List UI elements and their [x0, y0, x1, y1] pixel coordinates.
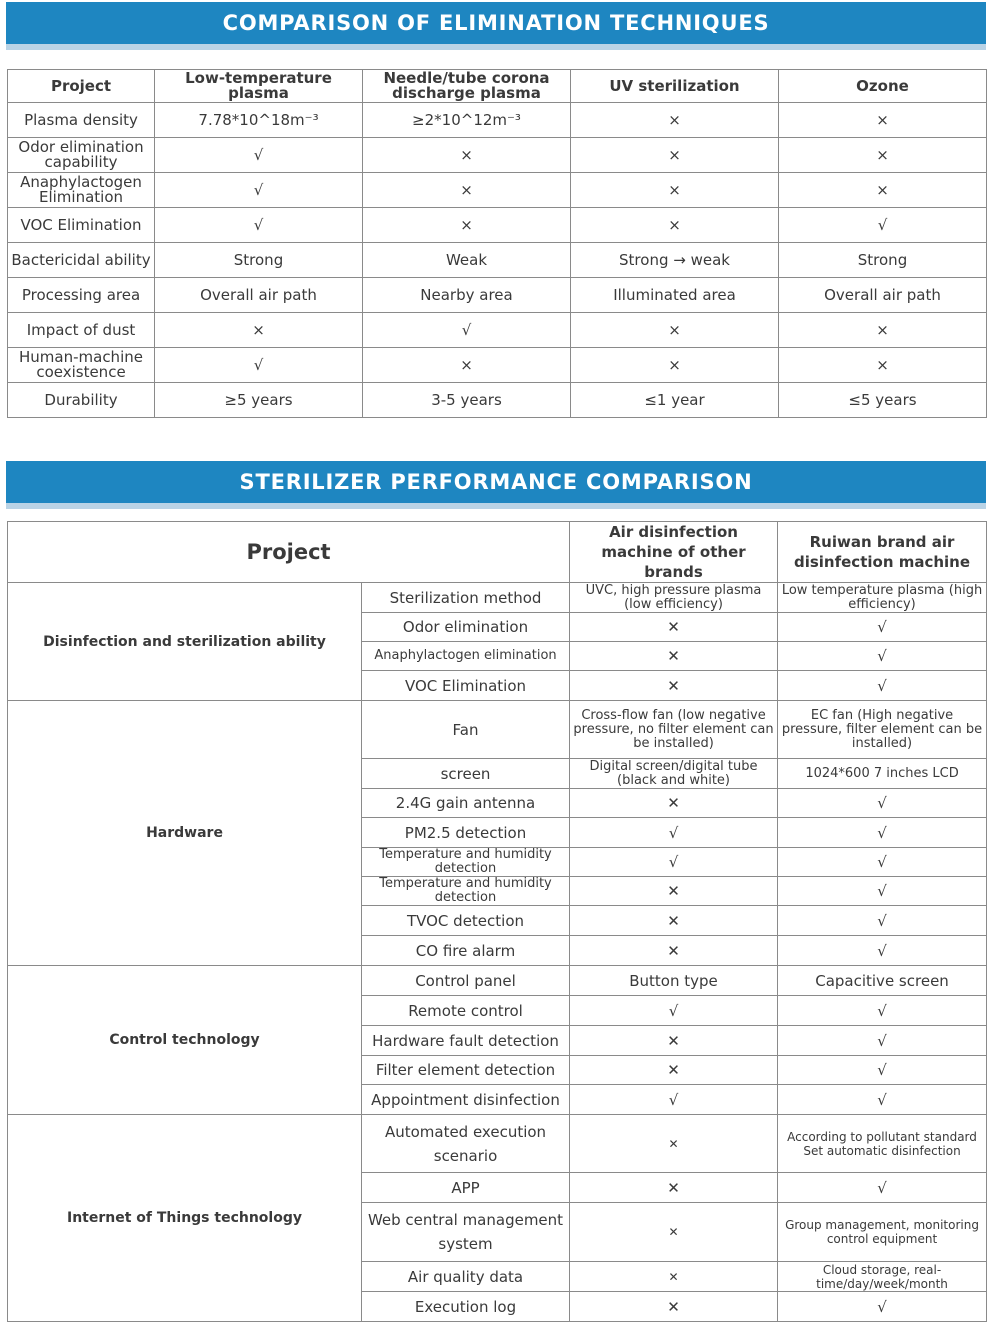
table-row [8, 138, 987, 173]
cell-ruiwan-brand: √ [778, 1056, 987, 1085]
table-row [8, 1115, 987, 1173]
cell-ruiwan-brand: √ [778, 936, 987, 966]
cell-plasma-density-corona-plasma: ≥2*10^12m⁻³ [363, 103, 571, 138]
cell-voc-elimination-ozone: √ [779, 208, 987, 243]
cell-durability-corona-plasma: 3-5 years [363, 383, 571, 418]
cell-human-machine-coexistence-corona-plasma: × [363, 348, 571, 383]
cell-ruiwan-brand: √ [778, 671, 987, 701]
cell-plasma-density-uv: × [571, 103, 779, 138]
feature-label: Temperature and humidity detection [362, 848, 570, 877]
cell-bactericidal-ability-uv: Strong → weak [571, 243, 779, 278]
cell-other-brands: √ [570, 848, 778, 877]
feature-label: Anaphylactogen elimination [362, 642, 570, 671]
performance-comparison-table [7, 521, 987, 1322]
cell-plasma-density-low-temp-plasma: 7.78*10^18m⁻³ [155, 103, 363, 138]
cell-other-brands: Digital screen/digital tube (black and white) [570, 759, 778, 789]
cell-other-brands: ✕ [570, 877, 778, 906]
cell-other-brands: ✕ [570, 671, 778, 701]
feature-label: CO fire alarm [362, 936, 570, 966]
cell-ruiwan-brand: EC fan (High negative pressure, filter element can be installed) [778, 701, 987, 759]
cell-ruiwan-brand: √ [778, 1026, 987, 1056]
table-header-row [8, 522, 987, 583]
cell-human-machine-coexistence-low-temp-plasma: √ [155, 348, 363, 383]
feature-label: Odor elimination [362, 613, 570, 642]
cell-impact-of-dust-low-temp-plasma: × [155, 313, 363, 348]
cell-durability-low-temp-plasma: ≥5 years [155, 383, 363, 418]
cell-other-brands: ✕ [570, 1026, 778, 1056]
feature-label: Remote control [362, 996, 570, 1026]
row-label-plasma-density: Plasma density [8, 103, 155, 138]
cell-ruiwan-brand: Capacitive screen [778, 966, 987, 996]
cell-voc-elimination-corona-plasma: × [363, 208, 571, 243]
cell-ruiwan-brand: √ [778, 613, 987, 642]
cell-ruiwan-brand: √ [778, 848, 987, 877]
cell-ruiwan-brand: √ [778, 642, 987, 671]
cell-other-brands: ✕ [570, 936, 778, 966]
cell-ruiwan-brand: √ [778, 906, 987, 936]
category-label: Hardware [8, 701, 362, 966]
cell-processing-area-ozone: Overall air path [779, 278, 987, 313]
feature-label: Web central management system [362, 1203, 570, 1262]
feature-label: Air quality data [362, 1262, 570, 1292]
table-row [8, 313, 987, 348]
cell-other-brands: ✕ [570, 906, 778, 936]
header-ruiwan-brand: Ruiwan brand air disinfection machine [778, 522, 987, 583]
row-label-impact-of-dust: Impact of dust [8, 313, 155, 348]
table-row [8, 103, 987, 138]
cell-ruiwan-brand: Low temperature plasma (high efficiency) [778, 583, 987, 613]
category-label: Internet of Things technology [8, 1115, 362, 1322]
cell-anaphylactogen-low-temp-plasma: √ [155, 173, 363, 208]
feature-label: Temperature and humidity detection [362, 877, 570, 906]
elimination-table-body [8, 103, 987, 418]
cell-ruiwan-brand: √ [778, 1085, 987, 1115]
cell-ruiwan-brand: √ [778, 996, 987, 1026]
cell-other-brands: ✕ [570, 789, 778, 818]
table-row [8, 208, 987, 243]
cell-bactericidal-ability-low-temp-plasma: Strong [155, 243, 363, 278]
cell-ruiwan-brand: √ [778, 818, 987, 848]
cell-impact-of-dust-corona-plasma: √ [363, 313, 571, 348]
header-project: Project [8, 70, 155, 103]
feature-label: PM2.5 detection [362, 818, 570, 848]
category-label: Control technology [8, 966, 362, 1115]
feature-label: Sterilization method [362, 583, 570, 613]
row-label-processing-area: Processing area [8, 278, 155, 313]
cell-other-brands: √ [570, 996, 778, 1026]
cell-odor-elimination-ozone: × [779, 138, 987, 173]
feature-label: Filter element detection [362, 1056, 570, 1085]
cell-other-brands: ✕ [570, 1056, 778, 1085]
cell-human-machine-coexistence-uv: × [571, 348, 779, 383]
cell-other-brands: ✕ [570, 642, 778, 671]
section-title-elimination: COMPARISON OF ELIMINATION TECHNIQUES [6, 2, 986, 50]
feature-label: VOC Elimination [362, 671, 570, 701]
table-row [8, 966, 987, 996]
cell-other-brands: ✕ [570, 1262, 778, 1292]
cell-anaphylactogen-ozone: × [779, 173, 987, 208]
cell-ruiwan-brand: According to pollutant standard Set automatic disinfection [778, 1115, 987, 1173]
cell-processing-area-low-temp-plasma: Overall air path [155, 278, 363, 313]
cell-other-brands: Button type [570, 966, 778, 996]
category-label: Disinfection and sterilization ability [8, 583, 362, 701]
cell-ruiwan-brand: Group management, monitoring control equipment [778, 1203, 987, 1262]
feature-label: APP [362, 1173, 570, 1203]
cell-ruiwan-brand: √ [778, 1292, 987, 1322]
header-uv-sterilization: UV sterilization [571, 70, 779, 103]
row-label-voc-elimination: VOC Elimination [8, 208, 155, 243]
feature-label: TVOC detection [362, 906, 570, 936]
cell-voc-elimination-uv: × [571, 208, 779, 243]
table-row [8, 583, 987, 613]
table-row [8, 383, 987, 418]
header-other-brands: Air disinfection machine of other brands [570, 522, 778, 583]
feature-label: screen [362, 759, 570, 789]
table-row [8, 701, 987, 759]
row-label-bactericidal-ability: Bactericidal ability [8, 243, 155, 278]
feature-label: Hardware fault detection [362, 1026, 570, 1056]
cell-other-brands: ✕ [570, 1203, 778, 1262]
cell-ruiwan-brand: √ [778, 877, 987, 906]
table-row [8, 348, 987, 383]
cell-processing-area-uv: Illuminated area [571, 278, 779, 313]
cell-durability-ozone: ≤5 years [779, 383, 987, 418]
feature-label: Automated execution scenario [362, 1115, 570, 1173]
elimination-techniques-table [7, 69, 987, 418]
feature-label: 2.4G gain antenna [362, 789, 570, 818]
performance-table-body [8, 583, 987, 1322]
cell-human-machine-coexistence-ozone: × [779, 348, 987, 383]
table-row [8, 173, 987, 208]
cell-ruiwan-brand: √ [778, 789, 987, 818]
cell-plasma-density-ozone: × [779, 103, 987, 138]
cell-anaphylactogen-uv: × [571, 173, 779, 208]
feature-label: Fan [362, 701, 570, 759]
header-low-temperature-plasma: Low-temperature plasma [155, 70, 363, 103]
header-corona-discharge-plasma: Needle/tube corona discharge plasma [363, 70, 571, 103]
cell-other-brands: ✕ [570, 613, 778, 642]
row-label-durability: Durability [8, 383, 155, 418]
cell-odor-elimination-low-temp-plasma: √ [155, 138, 363, 173]
feature-label: Control panel [362, 966, 570, 996]
table-header-row [8, 70, 987, 103]
cell-other-brands: ✕ [570, 1292, 778, 1322]
cell-impact-of-dust-ozone: × [779, 313, 987, 348]
cell-anaphylactogen-corona-plasma: × [363, 173, 571, 208]
cell-impact-of-dust-uv: × [571, 313, 779, 348]
cell-other-brands: √ [570, 1085, 778, 1115]
cell-other-brands: Cross-flow fan (low negative pressure, no filter element can be installed) [570, 701, 778, 759]
header-ozone: Ozone [779, 70, 987, 103]
table-row [8, 278, 987, 313]
cell-odor-elimination-corona-plasma: × [363, 138, 571, 173]
row-label-anaphylactogen: Anaphylactogen Elimination [8, 173, 155, 208]
cell-voc-elimination-low-temp-plasma: √ [155, 208, 363, 243]
cell-processing-area-corona-plasma: Nearby area [363, 278, 571, 313]
cell-durability-uv: ≤1 year [571, 383, 779, 418]
section-title-performance: STERILIZER PERFORMANCE COMPARISON [6, 461, 986, 509]
header-project: Project [8, 522, 570, 583]
row-label-human-machine-coexistence: Human-machine coexistence [8, 348, 155, 383]
cell-odor-elimination-uv: × [571, 138, 779, 173]
cell-other-brands: √ [570, 818, 778, 848]
cell-other-brands: UVC, high pressure plasma (low efficiency) [570, 583, 778, 613]
cell-other-brands: ✕ [570, 1115, 778, 1173]
feature-label: Execution log [362, 1292, 570, 1322]
table-row [8, 243, 987, 278]
cell-ruiwan-brand: 1024*600 7 inches LCD [778, 759, 987, 789]
cell-bactericidal-ability-ozone: Strong [779, 243, 987, 278]
row-label-odor-elimination: Odor elimination capability [8, 138, 155, 173]
cell-ruiwan-brand: √ [778, 1173, 987, 1203]
feature-label: Appointment disinfection [362, 1085, 570, 1115]
cell-other-brands: ✕ [570, 1173, 778, 1203]
cell-ruiwan-brand: Cloud storage, real-time/day/week/month [778, 1262, 987, 1292]
cell-bactericidal-ability-corona-plasma: Weak [363, 243, 571, 278]
